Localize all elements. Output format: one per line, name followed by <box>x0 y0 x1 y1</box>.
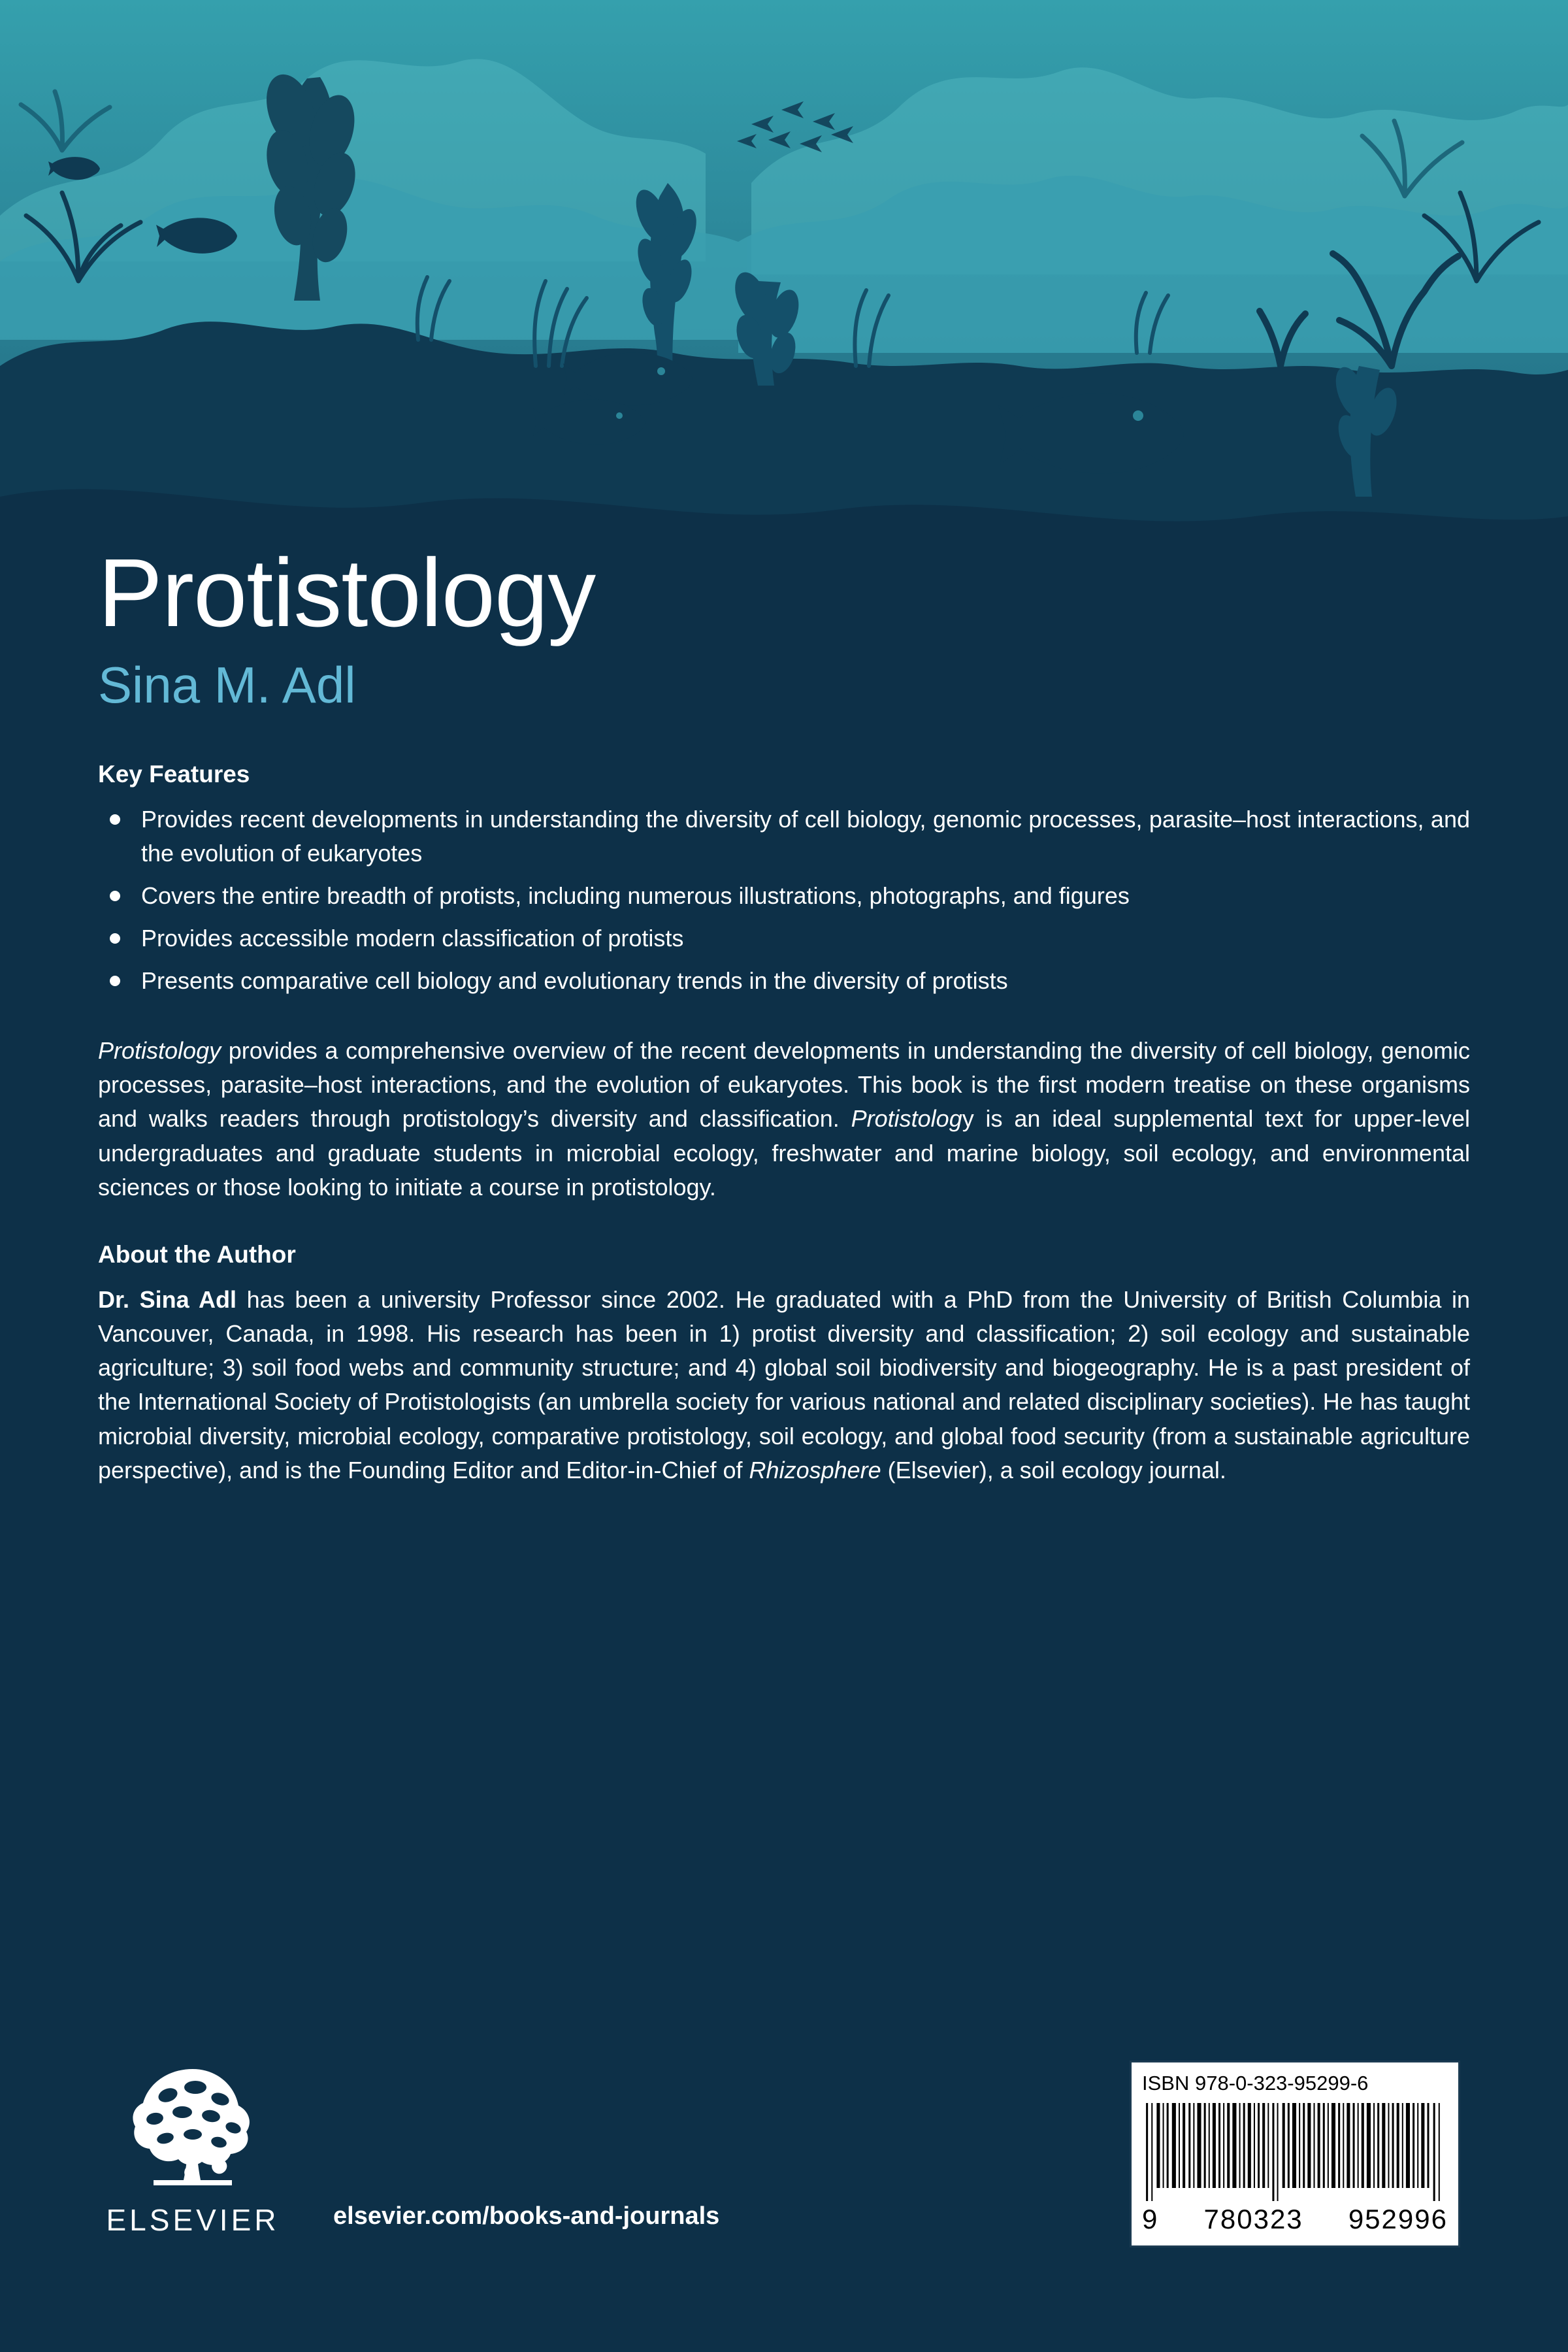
journal-name-italic: Rhizosphere <box>749 1456 881 1483</box>
author-bio <box>98 1283 1470 1487</box>
book-title: Protistology <box>98 539 596 647</box>
barcode-digits <box>1132 2201 1458 2245</box>
list-item: Provides recent developments in understanding the diversity of cell biology, genomic processes, parasite–host interactions, and the evolution of eukaryotes <box>98 803 1470 869</box>
cover-content <box>98 539 1471 1487</box>
elsevier-tree-logo-icon <box>98 2064 287 2195</box>
key-features-heading: Key Features <box>98 761 250 788</box>
barcode-group-2: 952996 <box>1348 2204 1448 2234</box>
barcode-bars <box>1132 2103 1458 2201</box>
blurb-text-1: provides a comprehensive overview of the recent developments in understanding the diversity of cell biology, genomic processes, parasite–host interactions, and the evolution of eukaryotes. This book is the first modern treatise on these organisms and walks readers through protistology’s diversity and classification. <box>98 1036 1470 1133</box>
elsevier-logo <box>98 2064 287 2238</box>
key-features-list <box>98 803 1470 997</box>
list-item: Provides accessible modern classification of protists <box>98 921 1470 955</box>
list-item: Covers the entire breadth of protists, including numerous illustrations, photographs, and figures <box>98 879 1470 912</box>
elsevier-wordmark: ELSEVIER <box>106 2203 280 2237</box>
author-bio-body: has been a university Professor since 2002. He graduated with a PhD from the University of British Columbia in Vancouver, Canada, in 1998. His research has been in 1) protist diversity and classification; 2) soil ecology and sustainable agriculture; 3) soil food webs and community structure; and 4) global soil biodiversity and biogeography. He is a past president of the International Society of Protistologists (an umbrella society for various national and related disciplinary societies). He has taught microbial diversity, microbial ecology, comparative protistology, soil ecology, and global food security (from a sustainable agriculture perspective), and is the Founding Editor and Editor-in-Chief of <box>98 1285 1471 1483</box>
underwater-illustration <box>0 0 1568 588</box>
author-bio-end: (Elsevier), a soil ecology journal. <box>881 1456 1226 1483</box>
book-author: Sina M. Adl <box>98 656 356 714</box>
barcode-left-digit: 9 <box>1142 2204 1159 2234</box>
about-author-heading: About the Author <box>98 1240 296 1268</box>
isbn-label: ISBN 978-0-323-95299-6 <box>1142 2072 1369 2095</box>
book-description <box>98 1034 1470 1204</box>
barcode-group-1: 780323 <box>1203 2204 1303 2234</box>
publisher-url[interactable]: elsevier.com/books-and-journals <box>333 2202 720 2230</box>
isbn-barcode-block <box>1130 2061 1460 2247</box>
list-item: Presents comparative cell biology and evolutionary trends in the diversity of protists <box>98 964 1470 997</box>
blurb-title-italic-1: Protistology <box>98 1036 221 1064</box>
blurb-text-2: y is an ideal supplemental text for upper-level undergraduates and graduate students in microbial ecology, freshwater and marine biology, soil ecology, and environmental sciences or those looking to initiate a course in protistology. <box>98 1105 1471 1201</box>
blurb-title-italic-2: Protistolog <box>851 1105 962 1133</box>
author-bio-lead: Dr. Sina Adl <box>98 1285 237 1313</box>
